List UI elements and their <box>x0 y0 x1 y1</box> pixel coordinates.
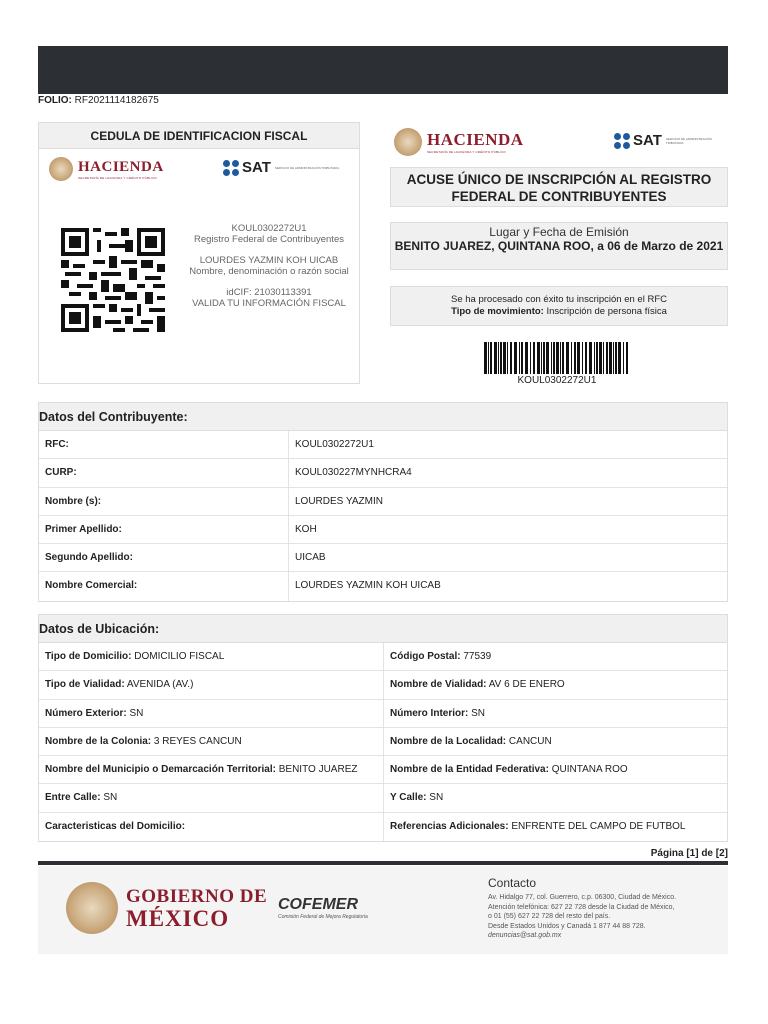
cedula-info <box>189 223 349 309</box>
table-row <box>39 813 727 841</box>
hacienda-seal-icon <box>394 128 422 156</box>
table-row <box>39 516 727 544</box>
cedula-idcif: idCIF: 21030113391 <box>226 287 312 298</box>
ubicacion-cell: Nombre de la Entidad Federativa: QUINTANA ROO <box>390 764 628 776</box>
gobierno-logo: GOBIERNO DE MÉXICO <box>66 882 267 934</box>
table-row <box>39 784 727 812</box>
table-row <box>39 431 727 459</box>
hacienda-logo-acuse: HACIENDA SECRETARÍA DE HACIENDA Y CRÉDITO PÚBLICO <box>394 128 524 156</box>
ubicacion-cell: Y Calle: SN <box>390 792 444 804</box>
hacienda-logo: HACIENDA SECRETARÍA DE HACIENDA Y CRÉDITO PÚBLICO <box>49 157 164 181</box>
header-bar <box>38 46 728 94</box>
sat-logo-icon <box>614 133 630 149</box>
acuse-title: ACUSE ÚNICO DE INSCRIPCIÓN AL REGISTRO FEDERAL DE CONTRIBUYENTES <box>390 167 728 207</box>
barcode-text: KOUL0302272U1 <box>517 375 597 386</box>
footer-line <box>38 861 728 865</box>
row-value: LOURDES YAZMIN KOH UICAB <box>295 580 441 592</box>
contribuyente-section <box>38 402 728 602</box>
ubicacion-cell: Nombre de la Colonia: 3 REYES CANCUN <box>39 728 384 755</box>
table-row <box>39 488 727 516</box>
cedula-rfc-caption: Registro Federal de Contribuyentes <box>194 234 344 245</box>
table-row <box>39 756 727 784</box>
row-value: KOUL0302272U1 <box>295 439 374 450</box>
table-row <box>39 572 727 600</box>
procesado-box: Se ha procesado con éxito tu inscripción en el RFC Tipo de movimiento: Inscripción de persona física <box>390 286 728 326</box>
ubicacion-cell: Entre Calle: SN <box>39 784 384 811</box>
table-row <box>39 700 727 728</box>
table-row <box>39 671 727 699</box>
row-label: Segundo Apellido: <box>39 544 289 571</box>
ubicacion-cell: Código Postal: 77539 <box>390 651 492 662</box>
cedula-rfc: KOUL0302272U1 <box>231 223 307 234</box>
contacto: Contacto Av. Hidalgo 77, col. Guerrero, c.p. 06300, Ciudad de México. Atención telefónica: 627 22 728 desde la Ciudad de México, o 01 (55) 627 22 728 del resto del país. Desde Estados Unidos y Canadá 1 877 44 88 728. denuncias@sat.gob.mx <box>488 876 718 941</box>
lugar-fecha: Lugar y Fecha de Emisión BENITO JUAREZ, QUINTANA ROO, a 06 de Marzo de 2021 <box>390 222 728 270</box>
contacto-email[interactable]: denuncias@sat.gob.mx <box>488 932 562 939</box>
folio: FOLIO: RF2021114182675 <box>38 95 159 106</box>
row-value: KOH <box>295 523 317 535</box>
row-label: Nombre (s): <box>39 488 289 515</box>
ubicacion-cell: Caracteristicas del Domicilio: <box>39 813 384 841</box>
qr-code-icon <box>61 227 165 333</box>
row-label: Nombre Comercial: <box>39 572 289 600</box>
ubicacion-cell: Nombre de la Localidad: CANCUN <box>390 735 552 747</box>
row-value: LOURDES YAZMIN <box>295 495 383 507</box>
row-label: Primer Apellido: <box>39 516 289 543</box>
row-label: RFC: <box>39 431 289 458</box>
table-row <box>39 643 727 671</box>
cedula-box <box>38 122 360 384</box>
gobierno-seal-icon <box>66 882 118 934</box>
acuse-logos <box>390 126 728 166</box>
row-value: UICAB <box>295 552 326 564</box>
ubicacion-cell: Tipo de Vialidad: AVENIDA (AV.) <box>39 671 384 698</box>
table-row <box>39 728 727 756</box>
row-label: CURP: <box>39 459 289 486</box>
table-row <box>39 544 727 572</box>
page-indicator: Página [1] de [2] <box>650 848 728 859</box>
ubicacion-cell: Nombre del Municipio o Demarcación Territorial: BENITO JUAREZ <box>39 756 384 783</box>
contribuyente-title: Datos del Contribuyente: <box>39 403 727 431</box>
sat-logo-acuse: SAT SERVICIO DE ADMINISTRACIÓN TRIBUTARIA <box>614 132 728 149</box>
cedula-title: CEDULA DE IDENTIFICACION FISCAL <box>39 123 359 149</box>
barcode-icon <box>484 342 630 374</box>
ubicacion-cell: Número Interior: SN <box>390 707 486 719</box>
ubicacion-title: Datos de Ubicación: <box>39 615 727 643</box>
ubicacion-cell: Nombre de Vialidad: AV 6 DE ENERO <box>390 679 565 691</box>
footer <box>38 866 728 954</box>
hacienda-seal-icon <box>49 157 73 181</box>
cedula-valida: VALIDA TU INFORMACIÓN FISCAL <box>192 298 346 309</box>
cedula-nombre: LOURDES YAZMIN KOH UICAB <box>199 255 339 266</box>
sat-logo: SAT SERVICIO DE ADMINISTRACIÓN TRIBUTARIA <box>223 159 339 176</box>
row-value: KOUL030227MYNHCRA4 <box>295 467 412 479</box>
ubicacion-section <box>38 614 728 842</box>
ubicacion-cell: Referencias Adicionales: ENFRENTE DEL CAMPO DE FUTBOL <box>390 820 686 832</box>
sat-logo-icon <box>223 160 239 176</box>
cedula-nombre-caption: Nombre, denominación o razón social <box>189 266 349 277</box>
ubicacion-cell: Número Exterior: SN <box>39 700 384 727</box>
ubicacion-cell: Tipo de Domicilio: DOMICILIO FISCAL <box>39 643 384 670</box>
cofemer-logo: COFEMER Comisión Federal de Mejora Regulatoria <box>278 896 368 920</box>
table-row <box>39 459 727 487</box>
